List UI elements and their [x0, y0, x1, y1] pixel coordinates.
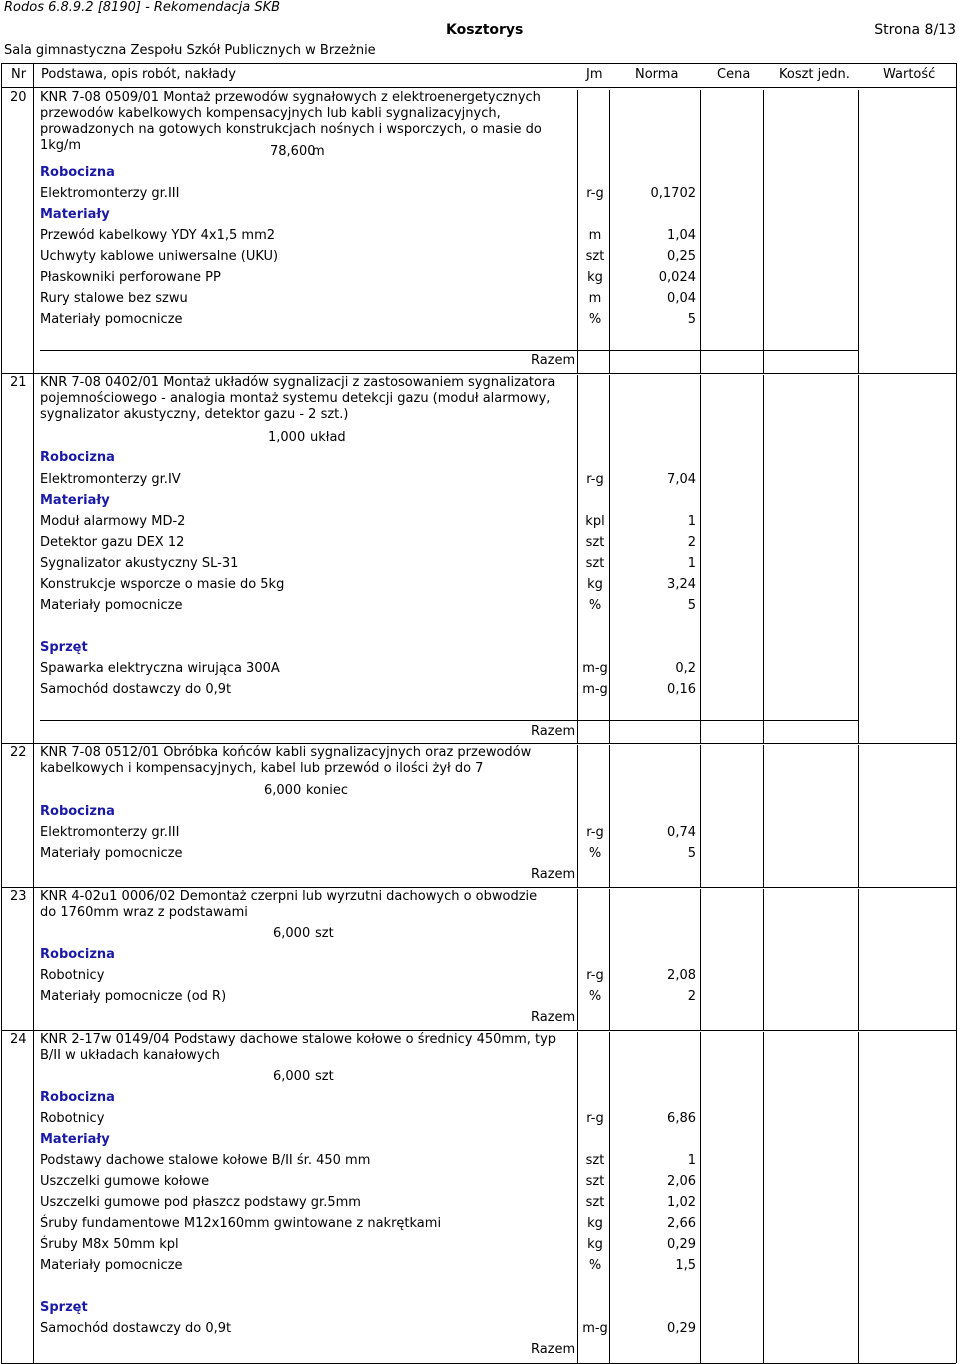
- grid-line: [609, 889, 610, 1030]
- grid-line: [577, 889, 578, 1030]
- item-unit: %: [588, 312, 602, 327]
- item-norm: 5: [687, 312, 696, 327]
- item-unit: %: [588, 1258, 602, 1273]
- item-name: Materiały pomocnicze: [40, 312, 183, 327]
- grid-line: [40, 720, 858, 721]
- position-description: KNR 7-08 0512/01 Obróbka końców kabli sygnalizacyjnych oraz przewodów kabelkowych i kompensacyjnych, kabel lub przewód o ilości żył do 7: [40, 745, 532, 776]
- item-norm: 5: [687, 598, 696, 613]
- grid-line: [763, 889, 764, 1030]
- item-name: Uchwyty kablowe uniwersalne (UKU): [40, 249, 279, 264]
- section-title: Sprzęt: [40, 640, 88, 655]
- position-number: 23: [10, 889, 27, 904]
- col-value: Wartość: [883, 67, 936, 82]
- position-unit: szt: [315, 926, 334, 941]
- position-number: 20: [10, 90, 27, 105]
- item-name: Elektromonterzy gr.III: [40, 186, 180, 201]
- col-price: Cena: [717, 67, 751, 82]
- grid-line: [858, 889, 859, 1030]
- item-unit: szt: [585, 1195, 605, 1210]
- section-title: Robocizna: [40, 1090, 115, 1105]
- item-name: Podstawy dachowe stalowe kołowe B/II śr. 450 mm: [40, 1153, 371, 1168]
- position-description: KNR 2-17w 0149/04 Podstawy dachowe stalowe kołowe o średnicy 450mm, typ B/II w układach kanałowych: [40, 1032, 557, 1063]
- grid-line: [577, 375, 578, 743]
- item-unit: szt: [585, 1153, 605, 1168]
- item-norm: 6,86: [667, 1111, 696, 1126]
- item-unit: kg: [587, 1237, 603, 1252]
- position-number: 24: [10, 1032, 27, 1047]
- item-name: Robotnicy: [40, 968, 105, 983]
- item-unit: kpl: [585, 514, 605, 529]
- total-label: Razem: [531, 1342, 576, 1357]
- item-norm: 1,02: [667, 1195, 696, 1210]
- item-name: Sygnalizator akustyczny SL-31: [40, 556, 239, 571]
- document-title: Kosztorys: [446, 22, 524, 38]
- item-norm: 0,024: [658, 270, 696, 285]
- column-header-row: [1, 63, 956, 88]
- position-quantity: 6,000: [273, 1069, 311, 1084]
- position-quantity: 78,600: [270, 144, 316, 159]
- item-unit: r-g: [586, 186, 604, 201]
- item-name: Przewód kabelkowy YDY 4x1,5 mm2: [40, 228, 276, 243]
- position-unit: koniec: [306, 783, 349, 798]
- item-name: Materiały pomocnicze: [40, 598, 183, 613]
- section-title: Materiały: [40, 493, 110, 508]
- item-norm: 7,04: [667, 472, 696, 487]
- position-unit: m: [312, 144, 325, 159]
- item-unit: %: [588, 846, 602, 861]
- page-number: Strona 8/13: [874, 22, 956, 38]
- grid-line: [763, 745, 764, 887]
- grid-line: [700, 375, 701, 743]
- grid-line: [956, 63, 957, 1363]
- item-unit: %: [588, 989, 602, 1004]
- item-name: Samochód dostawczy do 0,9t: [40, 682, 232, 697]
- item-name: Spawarka elektryczna wirująca 300A: [40, 661, 280, 676]
- grid-line: [700, 90, 701, 373]
- position-description: KNR 4-02u1 0006/02 Demontaż czerpni lub wyrzutni dachowych o obwodzie do 1760mm wraz z podstawami: [40, 889, 538, 920]
- position-quantity: 1,000: [268, 430, 306, 445]
- item-norm: 0,29: [667, 1237, 696, 1252]
- grid-line: [700, 1032, 701, 1363]
- item-unit: szt: [585, 535, 605, 550]
- item-norm: 0,29: [667, 1321, 696, 1336]
- item-name: Detektor gazu DEX 12: [40, 535, 185, 550]
- grid-line: [858, 1032, 859, 1363]
- item-unit: szt: [585, 556, 605, 571]
- item-unit: m: [588, 228, 602, 243]
- item-norm: 2: [687, 535, 696, 550]
- section-title: Robocizna: [40, 947, 115, 962]
- item-norm: 0,16: [667, 682, 696, 697]
- item-norm: 0,25: [667, 249, 696, 264]
- position-unit: szt: [315, 1069, 334, 1084]
- col-norm: Norma: [635, 67, 679, 82]
- item-norm: 2: [687, 989, 696, 1004]
- item-unit: m-g: [582, 661, 608, 676]
- grid-line: [700, 745, 701, 887]
- position-number: 22: [10, 745, 27, 760]
- item-unit: m-g: [582, 682, 608, 697]
- total-label: Razem: [531, 353, 576, 368]
- item-unit: m: [588, 291, 602, 306]
- project-name: Sala gimnastyczna Zespołu Szkół Publicznych w Brzeżnie: [4, 43, 376, 58]
- item-name: Uszczelki gumowe pod płaszcz podstawy gr.5mm: [40, 1195, 361, 1210]
- col-unit: Jm: [586, 67, 603, 82]
- grid-line: [858, 745, 859, 887]
- grid-line: [1, 887, 956, 888]
- grid-line: [763, 90, 764, 373]
- item-norm: 1: [687, 514, 696, 529]
- item-name: Moduł alarmowy MD-2: [40, 514, 186, 529]
- item-unit: r-g: [586, 472, 604, 487]
- item-name: Samochód dostawczy do 0,9t: [40, 1321, 232, 1336]
- section-title: Robocizna: [40, 165, 115, 180]
- col-unit-cost: Koszt jedn.: [779, 67, 850, 82]
- position-description: KNR 7-08 0509/01 Montaż przewodów sygnałowych z elektroenergetycznych przewodów kabelkowych kompensacyjnych lub kabli sygnalizacyjnych, prowadzonych na gotowych konstrukcjach nośnych i wsporczych, o masie do 1kg/m: [40, 90, 542, 153]
- position-quantity: 6,000: [273, 926, 311, 941]
- section-title: Sprzęt: [40, 1300, 88, 1315]
- grid-line: [40, 350, 858, 351]
- col-nr: Nr: [11, 67, 27, 82]
- grid-line: [858, 90, 859, 373]
- item-unit: m-g: [582, 1321, 608, 1336]
- item-norm: 1,04: [667, 228, 696, 243]
- item-name: Konstrukcje wsporcze o masie do 5kg: [40, 577, 285, 592]
- item-unit: kg: [587, 577, 603, 592]
- total-label: Razem: [531, 724, 576, 739]
- grid-line: [858, 375, 859, 743]
- item-norm: 1: [687, 1153, 696, 1168]
- section-title: Robocizna: [40, 804, 115, 819]
- item-name: Materiały pomocnicze (od R): [40, 989, 227, 1004]
- item-unit: szt: [585, 249, 605, 264]
- grid-line: [1, 743, 956, 744]
- item-name: Płaskowniki perforowane PP: [40, 270, 221, 285]
- position-quantity: 6,000: [264, 783, 302, 798]
- item-unit: r-g: [586, 1111, 604, 1126]
- app-title: Rodos 6.8.9.2 [8190] - Rekomendacja SKB: [4, 0, 281, 15]
- item-unit: %: [588, 598, 602, 613]
- item-norm: 2,08: [667, 968, 696, 983]
- grid-line: [700, 889, 701, 1030]
- position-unit: układ: [310, 430, 346, 445]
- total-label: Razem: [531, 867, 576, 882]
- item-name: Śruby fundamentowe M12x160mm gwintowane z nakrętkami: [40, 1216, 442, 1231]
- section-title: Materiały: [40, 1132, 110, 1147]
- item-unit: r-g: [586, 968, 604, 983]
- section-title: Robocizna: [40, 450, 115, 465]
- grid-line: [577, 90, 578, 373]
- grid-line: [577, 1032, 578, 1363]
- item-norm: 0,74: [667, 825, 696, 840]
- item-norm: 2,06: [667, 1174, 696, 1189]
- grid-line: [609, 745, 610, 887]
- grid-line: [763, 375, 764, 743]
- item-unit: kg: [587, 270, 603, 285]
- grid-line: [1, 1030, 956, 1031]
- item-name: Materiały pomocnicze: [40, 846, 183, 861]
- total-label: Razem: [531, 1010, 576, 1025]
- item-name: Uszczelki gumowe kołowe: [40, 1174, 210, 1189]
- item-norm: 0,2: [675, 661, 696, 676]
- grid-line: [763, 1032, 764, 1363]
- item-name: Robotnicy: [40, 1111, 105, 1126]
- item-norm: 0,04: [667, 291, 696, 306]
- item-name: Rury stalowe bez szwu: [40, 291, 188, 306]
- grid-line: [1, 63, 2, 1363]
- item-norm: 3,24: [667, 577, 696, 592]
- item-norm: 2,66: [667, 1216, 696, 1231]
- section-title: Materiały: [40, 207, 110, 222]
- item-name: Śruby M8x 50mm kpl: [40, 1237, 179, 1252]
- position-number: 21: [10, 375, 27, 390]
- grid-line: [33, 63, 34, 1363]
- item-norm: 5: [687, 846, 696, 861]
- item-name: Elektromonterzy gr.III: [40, 825, 180, 840]
- item-norm: 1: [687, 556, 696, 571]
- item-unit: kg: [587, 1216, 603, 1231]
- grid-line: [1, 373, 956, 374]
- col-basis: Podstawa, opis robót, nakłady: [41, 67, 236, 82]
- grid-line: [577, 745, 578, 887]
- item-name: Elektromonterzy gr.IV: [40, 472, 181, 487]
- item-norm: 0,1702: [650, 186, 696, 201]
- position-description: KNR 7-08 0402/01 Montaż układów sygnalizacji z zastosowaniem sygnalizatora pojemnościowego - analogia montaż systemu detekcji gazu (moduł alarmowy, sygnalizator akustyczny, detektor gazu - 2 szt.): [40, 375, 556, 422]
- item-norm: 1,5: [675, 1258, 696, 1273]
- item-unit: r-g: [586, 825, 604, 840]
- item-unit: szt: [585, 1174, 605, 1189]
- item-name: Materiały pomocnicze: [40, 1258, 183, 1273]
